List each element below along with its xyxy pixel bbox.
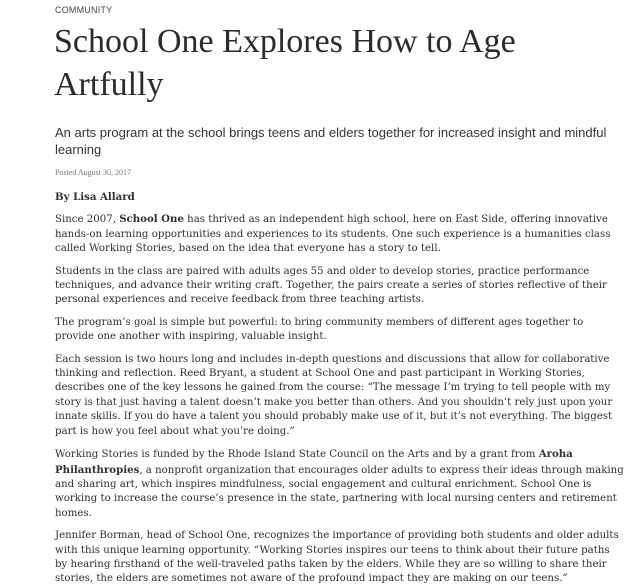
article-body — [55, 190, 625, 585]
paragraph-6: Jennifer Borman, head of School One, recognizes the importance of providing both students and older adults with this unique learning opportunity. “Working Stories inspires our teens to think about their future paths by hearing firsthand of the well-traveled paths taken by the elders. While they are so willing to share their stories, the elders are sometimes not aware of the profound impact they are making on our teens.” — [55, 530, 619, 585]
byline: By Lisa Allard — [55, 191, 135, 203]
section-label[interactable]: COMMUNITY — [55, 5, 113, 15]
paragraph-5-text-b: , a nonprofit organization that encourages older adults to express their ideas through making and sharing art, which inspires mindfulness, social engagement and cultural enrichment. School One is working to increase the course’s presence in the state, partnering with local nursing centers and retirement homes. — [55, 464, 624, 519]
article-title: School One Explores How to Age Artfully — [54, 23, 516, 103]
school-one-link[interactable]: School One — [119, 213, 184, 226]
paragraph-4: Each session is two hours long and includes in-depth questions and discussions that allow for collaborative thinking and reflection. Reed Bryant, a student at School One and past participant in Working Stories, describes one of the key lessons he gained from the course: “The message I’m trying to tell people with my story is that just having a talent doesn’t make you better than others. And you shouldn’t rely just upon your innate skills. If you do have a talent you should probably make use of it, but it’s not everything. The biggest part is how you feel about what you’re doing.” — [55, 353, 613, 437]
aroha-philanthropies-link[interactable]: Aroha Philanthropies — [55, 448, 573, 476]
paragraph-1-text-a: Since 2007, — [55, 214, 120, 226]
paragraph-3: The program’s goal is simple but powerful: to bring community members of different ages together to provide one another with inspiring, valuable insight. — [55, 316, 584, 343]
posted-date: Posted August 30, 2017 — [55, 168, 132, 177]
paragraph-1 — [55, 212, 625, 256]
paragraph-5-text-a: Working Stories is funded by the Rhode Island State Council on the Arts and by a grant from — [55, 449, 539, 461]
paragraph-2: Students in the class are paired with adults ages 55 and older to develop stories, practice performance techniques, and advance their writing craft. Together, the pairs create a series of stories reflective of their personal experiences and receive feedback from three teaching artists. — [55, 265, 607, 306]
paragraph-5 — [55, 447, 625, 521]
article-subtitle: An arts program at the school brings teens and elders together for increased insight and mindful learning — [55, 125, 607, 157]
paragraph-1-text-b: has thrived as an independent high school, here on East Side, offering innovative hands-on learning opportunities and experiences to its students. One such experience is a humanities class called Working Stories, based on the idea that everyone has a story to tell. — [55, 214, 611, 255]
